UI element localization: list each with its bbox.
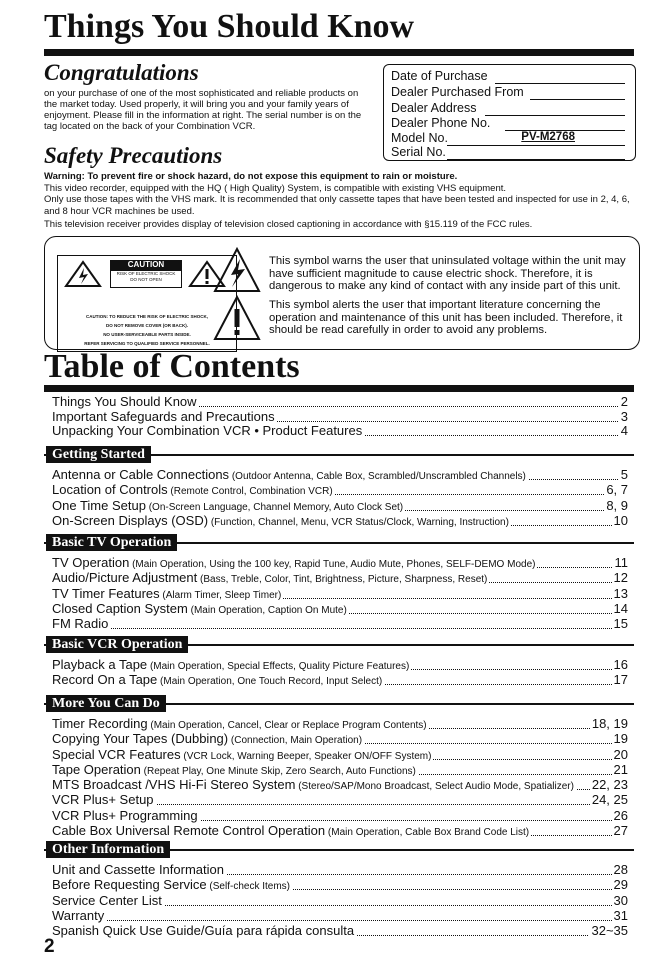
toc-entry-subtopics: (Main Operation, Special Effects, Quality Picture Features) — [147, 661, 410, 672]
toc-entry-page: 16 — [613, 658, 628, 672]
toc-entry-page: 17 — [613, 673, 628, 687]
caution-line-4: REFER SERVICING TO QUALIFIED SERVICE PERSONNEL. — [84, 341, 210, 346]
voltage-warning-icon — [213, 247, 261, 293]
toc-entry-page: 2 — [620, 395, 628, 409]
toc-entry-page: 3 — [620, 409, 628, 424]
toc-entry — [52, 878, 628, 892]
warning-vhs: Only use those tapes with the VHS mark. It is recommended that only cassette tapes that have been tested and inspected for use in 2, 4, 6, and 8 hour VCR machines be used. — [44, 194, 630, 217]
toc-entry-title — [52, 763, 418, 777]
toc-entry-page: 14 — [613, 602, 628, 616]
toc-entry-title — [52, 878, 292, 892]
dealer-purchased-from-label: Dealer Purchased From — [391, 85, 524, 99]
model-no-label: Model No. — [391, 131, 448, 145]
toc-entry-page: 6, 7 — [606, 483, 628, 497]
toc-entry-main: One Time Setup — [52, 499, 146, 513]
toc-entry-main: TV Timer Features — [52, 587, 160, 601]
toc-entry-main: Closed Caption System — [52, 602, 188, 616]
important-literature-icon — [213, 295, 261, 341]
voltage-symbol-text: This symbol warns the user that uninsulated voltage within the unit may have sufficient magnitude to cause electric shock. Therefore, it is dangerous to make any kind of contact with any inside part of this unit. — [269, 255, 626, 292]
section-header: Basic VCR Operation — [46, 636, 188, 653]
toc-entry-title — [52, 658, 411, 672]
toc-entry — [52, 410, 628, 424]
toc-entry-subtopics: (Stereo/SAP/Mono Broadcast, Select Audio Mode, Spatializer) — [295, 781, 574, 792]
page-number: 2 — [44, 936, 55, 957]
toc-entry — [52, 587, 628, 601]
toc-entry-main: Audio/Picture Adjustment — [52, 571, 198, 585]
toc-entry-page: 28 — [613, 863, 628, 877]
toc-entry-title — [52, 924, 356, 938]
closed-caption-note: This television receiver provides display of television closed captioning in accordance with §15.119 of the FCC rules. — [44, 219, 533, 230]
toc-entry-title — [52, 499, 405, 513]
toc-rule — [44, 385, 634, 392]
toc-entry-page: 18, 19 — [591, 717, 628, 731]
warning-block — [44, 171, 634, 217]
caution-line-3: NO USER-SERVICEABLE PARTS INSIDE. — [103, 332, 191, 337]
congratulations-text: on your purchase of one of the most sophisticated and reliable products on the market today. Used properly, it will bring you and your family years of enjoyment. Please fill in the information at right. The serial number is on the tag located on the back of your Combination VCR. — [44, 88, 362, 132]
model-no-value: PV-M2768 — [521, 131, 575, 143]
caution-sub2: DO NOT OPEN — [130, 277, 162, 282]
toc-entry-subtopics: (Remote Control, Combination VCR) — [167, 486, 333, 497]
toc-entry-page: 32~35 — [591, 924, 628, 938]
toc-entry-title — [52, 748, 433, 762]
toc-entry-page: 29 — [613, 878, 628, 892]
toc-entry-subtopics: (Main Operation, Cancel, Clear or Replace Program Contents) — [147, 720, 427, 731]
toc-entry-subtopics: (Main Operation, Cable Box Brand Code List) — [325, 827, 530, 838]
toc-entry-title — [52, 571, 489, 585]
caution-line-1: CAUTION: TO REDUCE THE RISK OF ELECTRIC SHOCK, — [86, 314, 208, 319]
toc-entry — [52, 617, 628, 631]
toc-entry-page: 19 — [613, 732, 628, 746]
toc-entry-subtopics: (VCR Lock, Warning Beeper, Speaker ON/OFF System) — [180, 751, 432, 762]
toc-entry-page: 11 — [614, 556, 628, 570]
toc-entry-title — [52, 617, 110, 631]
toc-entry-page: 8, 9 — [606, 499, 628, 513]
toc-entry — [52, 468, 628, 482]
toc-entry — [52, 717, 628, 731]
lightning-triangle-icon — [64, 260, 102, 288]
toc-entry — [52, 809, 628, 823]
toc-entry-main: Unpacking Your Combination VCR • Product Features — [52, 424, 363, 438]
toc-entry — [52, 909, 628, 923]
toc-entry-main: On-Screen Displays (OSD) — [52, 514, 209, 528]
toc-entry — [52, 793, 628, 807]
page-title: Things You Should Know — [44, 8, 415, 45]
toc-entry-subtopics: (Function, Channel, Menu, VCR Status/Clock, Warning, Instruction) — [208, 517, 509, 528]
toc-entry-subtopics: (Connection, Main Operation) — [228, 735, 363, 746]
toc-entry — [52, 658, 628, 672]
toc-entry-main: Spanish Quick Use Guide/Guía para rápida consulta — [52, 924, 355, 938]
serial-no-line — [447, 146, 625, 160]
section-header: More You Can Do — [46, 695, 166, 712]
toc-entry-main: Unit and Cassette Information — [52, 863, 224, 877]
toc-entry — [52, 763, 628, 777]
toc-entry-main: Important Safeguards and Precautions — [52, 409, 275, 424]
caution-label — [57, 255, 237, 352]
toc-entry-title — [52, 673, 384, 687]
literature-symbol-text: This symbol alerts the user that important literature concerning the operation and maintenance of this unit has been included. Therefore, it should be read carefully in order to avoid any problems. — [269, 299, 623, 336]
toc-entry-main: Cable Box Universal Remote Control Operation — [52, 824, 326, 838]
safety-symbols-box — [44, 236, 640, 350]
toc-entry-page: 20 — [613, 748, 628, 762]
toc-entry — [52, 571, 628, 585]
title-rule — [44, 49, 634, 56]
dealer-address-line — [485, 102, 625, 116]
toc-entry-main: Warranty — [52, 909, 105, 923]
purchase-info-box — [383, 64, 636, 161]
toc-leader-dots — [52, 912, 628, 921]
toc-entry-title — [52, 410, 277, 424]
toc-entry-page: 26 — [613, 809, 628, 823]
toc-entry — [52, 778, 628, 792]
toc-entry — [52, 556, 628, 570]
toc-entry — [52, 863, 628, 877]
toc-entry-main: Playback a Tape — [52, 658, 148, 672]
toc-entry-main: Before Requesting Service — [52, 878, 207, 892]
toc-entry-title — [52, 395, 199, 409]
caution-title: CAUTION — [110, 260, 182, 270]
toc-entry-subtopics: (Bass, Treble, Color, Tint, Brightness, Picture, Sharpness, Reset) — [197, 574, 488, 585]
warning-hq: This video recorder, equipped with the HQ ( High Quality) System, is compatible with existing VHS equipment. — [44, 182, 507, 194]
toc-entry — [52, 924, 628, 938]
toc-entry-title — [52, 717, 429, 731]
toc-entry — [52, 424, 628, 438]
date-of-purchase-label: Date of Purchase — [391, 69, 488, 83]
toc-entry-main: Timer Recording — [52, 717, 148, 731]
toc-entry-title — [52, 778, 576, 792]
toc-entry-main: Service Center List — [52, 894, 162, 908]
toc-leader-dots — [52, 620, 628, 629]
toc-entry — [52, 824, 628, 838]
toc-entry-main: Special VCR Features — [52, 748, 181, 762]
toc-title: Table of Contents — [44, 348, 300, 385]
toc-entry-title — [52, 468, 528, 482]
toc-entry-main: TV Operation — [52, 556, 130, 570]
toc-entry-title — [52, 793, 156, 807]
toc-entry — [52, 395, 628, 409]
section-header: Other Information — [46, 841, 170, 858]
toc-entry — [52, 602, 628, 616]
toc-entry-main: VCR Plus+ Setup — [52, 793, 154, 807]
toc-entry-main: Tape Operation — [52, 763, 141, 777]
caution-line-2: DO NOT REMOVE COVER (OR BACK). — [105, 323, 188, 328]
toc-entry-title — [52, 863, 226, 877]
toc-entry-page: 15 — [613, 617, 628, 631]
toc-entry-main: MTS Broadcast /VHS Hi-Fi Stereo System — [52, 778, 296, 792]
toc-entry-main: VCR Plus+ Programming — [52, 809, 198, 823]
toc-entry-page: 4 — [620, 424, 628, 438]
toc-entry-title — [52, 424, 364, 438]
section-header: Getting Started — [46, 446, 151, 463]
toc-entry-title — [52, 556, 537, 570]
toc-entry-title — [52, 824, 531, 838]
toc-entry-page: 22, 23 — [591, 778, 628, 792]
toc-entry-page: 13 — [613, 587, 628, 601]
toc-entry-title — [52, 809, 200, 823]
toc-entry-subtopics: (Repeat Play, One Minute Skip, Zero Search, Auto Functions) — [140, 766, 416, 777]
toc-entry-title — [52, 909, 106, 923]
congratulations-heading: Congratulations — [44, 60, 199, 85]
toc-entry-main: Location of Controls — [52, 483, 168, 497]
date-of-purchase-line — [495, 70, 625, 84]
safety-heading: Safety Precautions — [44, 143, 223, 168]
toc-entry — [52, 732, 628, 746]
caution-sub1: RISK OF ELECTRIC SHOCK — [116, 271, 176, 276]
toc-entry-subtopics: (Alarm Timer, Sleep Timer) — [159, 590, 282, 601]
toc-entry-page: 27 — [613, 824, 628, 838]
toc-entry-page: 10 — [613, 514, 628, 528]
toc-entry-title — [52, 602, 349, 616]
toc-entry-main: FM Radio — [52, 617, 109, 631]
caution-subtitle — [110, 270, 182, 288]
toc-entry-subtopics: (Main Operation, Using the 100 key, Rapid Tune, Audio Mute, Phones, SELF-DEMO Mode) — [129, 559, 536, 570]
toc-entry-main: Antenna or Cable Connections — [52, 468, 230, 482]
toc-entry-page: 31 — [613, 909, 628, 923]
dealer-phone-line — [505, 117, 625, 131]
toc-entry — [52, 499, 628, 513]
toc-entry-main: Copying Your Tapes (Dubbing) — [52, 732, 229, 746]
toc-entry-title — [52, 894, 164, 908]
toc-entry — [52, 748, 628, 762]
toc-entry-subtopics: (Main Operation, One Touch Record, Input Select) — [157, 676, 383, 687]
toc-entry-title — [52, 587, 283, 601]
toc-entry-subtopics: (Main Operation, Caption On Mute) — [187, 605, 347, 616]
warning-bold: Warning: To prevent fire or shock hazard, do not expose this equipment to rain or moisture. — [44, 171, 458, 182]
toc-entry-main: Record On a Tape — [52, 673, 158, 687]
dealer-phone-label: Dealer Phone No. — [391, 116, 491, 130]
toc-entry-subtopics: (On-Screen Language, Channel Memory, Auto Clock Set) — [145, 502, 404, 513]
serial-no-label: Serial No. — [391, 145, 446, 159]
toc-entry — [52, 514, 628, 528]
dealer-address-label: Dealer Address — [391, 101, 477, 115]
toc-entry-page: 21 — [613, 763, 628, 777]
toc-entry-subtopics: (Self-check Items) — [206, 881, 291, 892]
section-header: Basic TV Operation — [46, 534, 177, 551]
toc-entry-title — [52, 514, 511, 528]
toc-entry-page: 24, 25 — [591, 793, 628, 807]
toc-entry-main: Things You Should Know — [52, 395, 197, 409]
toc-entry-page: 5 — [620, 468, 628, 482]
toc-entry-subtopics: (Outdoor Antenna, Cable Box, Scrambled/Unscrambled Channels) — [229, 471, 526, 482]
dealer-purchased-from-line — [530, 86, 625, 100]
toc-entry-page: 30 — [613, 894, 628, 908]
toc-entry — [52, 673, 628, 687]
toc-entry — [52, 894, 628, 908]
toc-entry-title — [52, 483, 335, 497]
toc-entry-title — [52, 732, 364, 746]
toc-entry-page: 12 — [613, 571, 628, 585]
toc-entry — [52, 483, 628, 497]
